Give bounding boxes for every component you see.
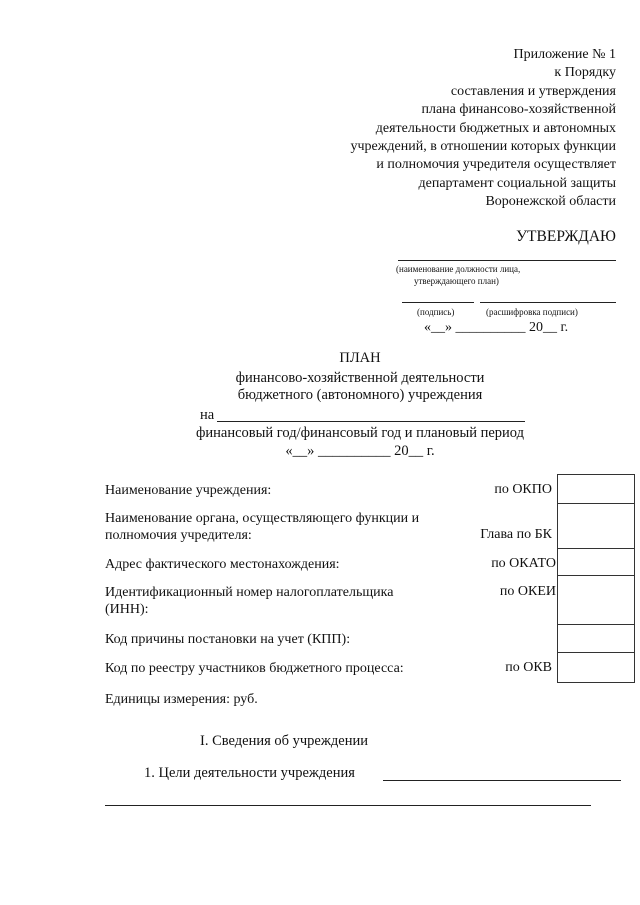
row-label: полномочия учредителя: (105, 528, 252, 543)
section-item: 1. Цели деятельности учреждения (144, 765, 355, 781)
row-label: Код причины постановки на учет (КПП): (105, 632, 351, 647)
decoding-caption: (расшифровка подписи) (486, 307, 578, 317)
appendix-line: составления и утверждения (450, 83, 616, 99)
appendix-line: Воронежской области (485, 194, 616, 210)
period-caption: финансовый год/финансовый год и плановый период (196, 425, 524, 441)
appendix-line: учреждений, в отношении которых функции (350, 139, 616, 155)
section-title: I. Сведения об учреждении (200, 733, 368, 749)
row-label: Наименование учреждения: (105, 483, 272, 498)
okei-code-cell[interactable] (557, 575, 635, 625)
position-caption: утверждающего план) (414, 276, 499, 286)
position-line (398, 260, 616, 261)
code-label: по ОКАТО (491, 556, 556, 571)
code-label: по ОКЕИ (499, 584, 556, 599)
plan-title: ПЛАН (339, 350, 381, 366)
row-label: Адрес фактического местонахождения: (105, 557, 340, 572)
plan-subtitle: финансово-хозяйственной деятельности (235, 370, 485, 386)
bk-code-cell[interactable] (557, 503, 635, 549)
plan-subtitle: бюджетного (автономного) учреждения (237, 387, 483, 403)
appendix-line: Приложение № 1 (513, 47, 616, 62)
plan-date-line (217, 421, 525, 422)
approval-title: УТВЕРЖДАЮ (516, 228, 616, 245)
decoding-line (480, 302, 616, 303)
row-label: Идентификационный номер налогоплательщика (105, 585, 394, 600)
units-label: Единицы измерения: руб. (105, 692, 258, 707)
plan-date: «__» __________ 20__ г. (285, 443, 435, 459)
appendix-line: деятельности бюджетных и автономных (375, 120, 616, 136)
position-caption: (наименование должности лица, (396, 264, 521, 274)
code-label: Глава по БК (480, 527, 552, 542)
code-label: по ОКВ (505, 660, 552, 675)
plan-on-label: на (200, 407, 215, 423)
appendix-line: и полномочия учредителя осуществляет (376, 157, 616, 173)
okato-code-cell[interactable] (557, 548, 635, 576)
signature-line (402, 302, 474, 303)
signature-caption: (подпись) (417, 307, 455, 317)
okpo-code-cell[interactable] (557, 474, 635, 504)
okv-code-cell[interactable] (557, 652, 635, 683)
appendix-line: плана финансово-хозяйственной (421, 102, 616, 118)
goals-fill-line (383, 780, 621, 781)
row-label: (ИНН): (105, 602, 149, 617)
row-label: Код по реестру участников бюджетного процесса: (105, 661, 404, 676)
code-label: по ОКПО (494, 482, 552, 497)
appendix-block (286, 46, 616, 212)
approval-date: «__» __________ 20__ г. (424, 320, 569, 335)
appendix-line: департамент социальной защиты (418, 175, 616, 191)
row-label: Наименование органа, осуществляющего функции и (105, 511, 420, 526)
appendix-line: к Порядку (554, 65, 616, 81)
empty-code-cell[interactable] (557, 624, 635, 653)
goals-continuation-line (105, 805, 591, 806)
